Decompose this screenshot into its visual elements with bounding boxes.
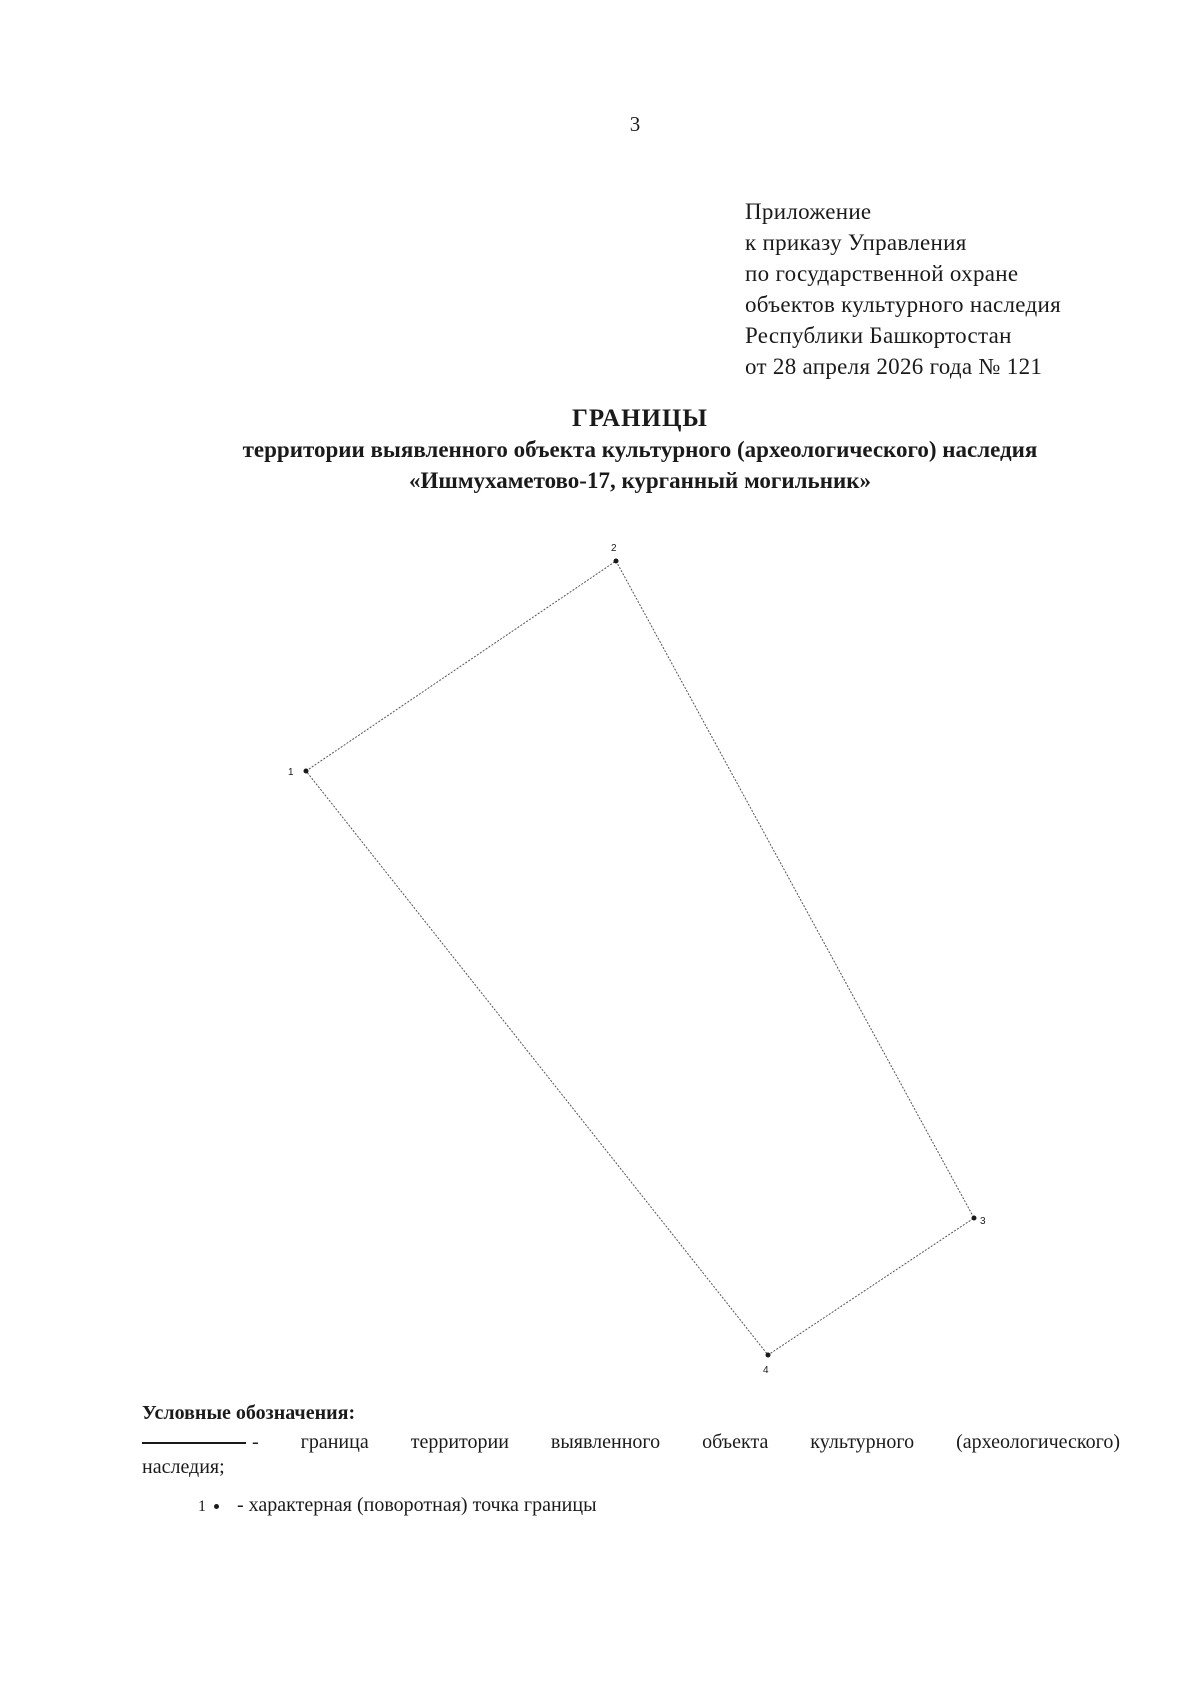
title-line-2: «Ишмухаметово-17, курганный могильник»: [409, 468, 871, 493]
legend-boundary-text-cont: наследия;: [142, 1456, 225, 1478]
legend-point-dot: [214, 1504, 219, 1509]
boundary-point-1: [304, 769, 309, 774]
appendix-line: объектов культурного наследия: [745, 292, 1061, 317]
boundary-point-label-1: 1: [288, 767, 294, 778]
appendix-line: к приказу Управления: [745, 230, 967, 255]
legend-title: Условные обозначения:: [142, 1402, 356, 1424]
legend-item-boundary: [142, 1429, 1120, 1455]
page-number: 3: [629, 112, 641, 136]
legend-point-text: - характерная (поворотная) точка границы: [237, 1494, 597, 1516]
appendix-line: Республики Башкортостан: [745, 323, 1012, 348]
appendix-line: Приложение: [745, 199, 872, 224]
boundary-point-label-4: 4: [763, 1365, 769, 1376]
appendix-line: от 28 апреля 2026 года № 121: [745, 354, 1043, 379]
boundary-polygon: [306, 561, 974, 1355]
title-main: ГРАНИЦЫ: [572, 405, 708, 432]
appendix-line: по государственной охране: [745, 261, 1019, 286]
boundary-point-3: [972, 1216, 977, 1221]
boundary-point-4: [766, 1353, 771, 1358]
legend-boundary-text: - граница территории выявленного объекта культурного (археологического): [252, 1431, 1120, 1453]
boundary-point-2: [614, 559, 619, 564]
legend: [142, 1402, 1120, 1519]
title-line-1: территории выявленного объекта культурного (археологического) наследия: [242, 437, 1038, 462]
boundary-point-label-2: 2: [611, 543, 617, 554]
boundary-point-label-3: 3: [980, 1216, 986, 1227]
legend-point-number: 1: [198, 1498, 206, 1515]
legend-item-point: [142, 1493, 1120, 1519]
legend-line-sample: [142, 1442, 246, 1444]
